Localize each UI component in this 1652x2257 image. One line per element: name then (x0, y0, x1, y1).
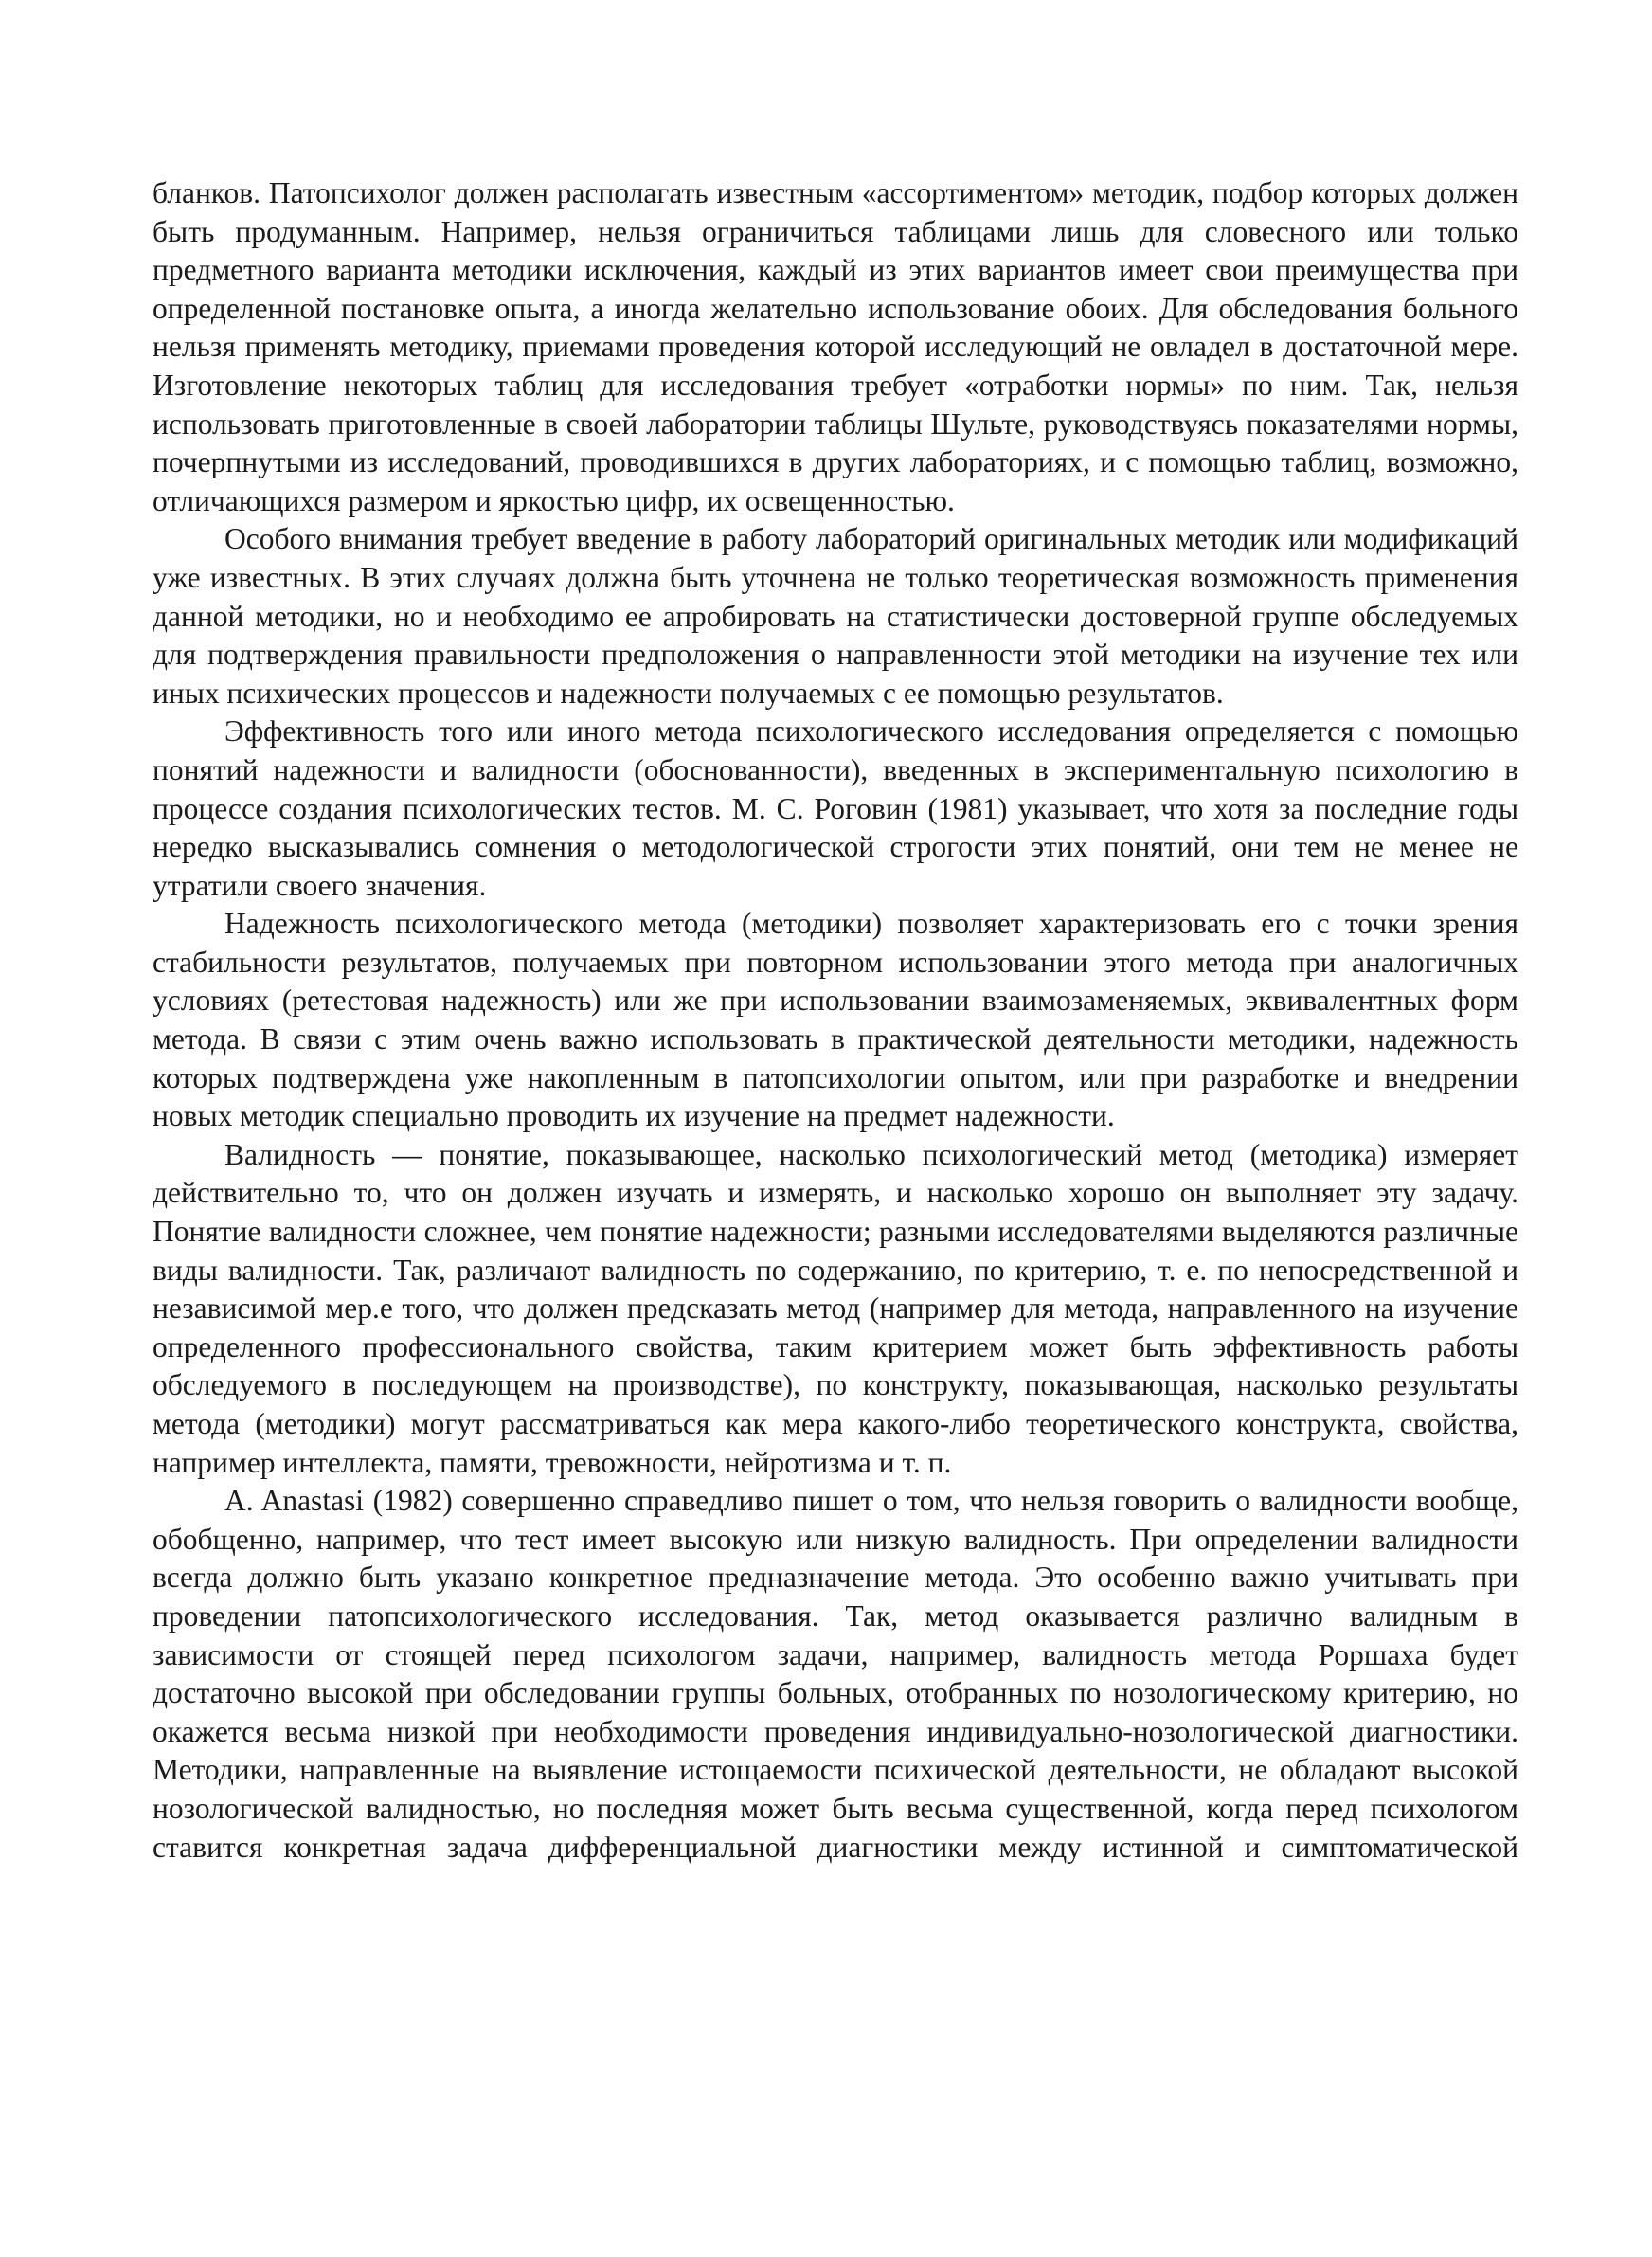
paragraph-continued: бланков. Патопсихолог должен располагать известным «ассортиментом» методик, подбор которых должен быть продуманным. Например, нельзя ограничиться таблицами лишь для словесного или только предметного варианта методики исключения, каждый из этих вариантов имеет свои преимущества при определенной постановке опыта, а иногда желательно использование обоих. Для обследования больного нельзя применять методику, приемами проведения которой исследующий не овладел в достаточной мере. Изготовление некоторых таблиц для исследования требует «отработки нормы» по ним. Так, нельзя использовать приготовленные в своей лаборатории таблицы Шульте, руководствуясь показателями нормы, почерпнутыми из исследований, проводившихся в других лабораториях, и с помощью таблиц, возможно, отличающихся размером и яркостью цифр, их освещенностью. (153, 176, 1518, 517)
paragraph: A. Anastasi (1982) совершенно справедливо пишет о том, что нельзя говорить о валидности вообще, обобщенно, например, что тест имеет высокую или низкую валидность. При определении валидности всегда должно быть указано конкретное предназначение метода. Это особенно важно учитывать при проведении патопсихологического исследования. Так, метод оказывается различно валидным в зависимости от стоящей перед психологом задачи, например, валидность метода Роршаха будет достаточно высокой при обследовании группы больных, отобранных по нозологическому критерию, но окажется весьма низкой при необходимости проведения индивидуально-нозологической диагностики. Методики, направленные на выявление истощаемости психической деятельности, не обладают высокой нозологической валидностью, но последняя может быть весьма существенной, когда перед психологом ставится конкретная задача дифференциальной диагностики между истинной и симптоматической (153, 1484, 1518, 1864)
body-text (153, 174, 1518, 1867)
paragraph: Особого внимания требует введение в работу лабораторий оригинальных методик или модификаций уже известных. В этих случаях должна быть уточнена не только теоретическая возможность применения данной методики, но и необходимо ее апробировать на статистически достоверной группе обследуемых для подтверждения правильности предположения о направленности этой методики на изучение тех или иных психических процессов и надежности получаемых с ее помощью результатов. (153, 522, 1518, 710)
paragraph: Валидность — понятие, показывающее, насколько психологический метод (методика) измеряет действительно то, что он должен изучать и измерять, и насколько хорошо он выполняет эту задачу. Понятие валидности сложнее, чем понятие надежности; разными исследователями выделяются различные виды валидности. Так, различают валидность по содержанию, по критерию, т. е. по непосредственной и независимой мер.е того, что должен предсказать метод (например для метода, направленного на изучение определенного профессионального свойства, таким критерием может быть эффективность работы обследуемого в последующем на производстве), по конструкту, показывающая, насколько результаты метода (методики) могут рассматриваться как мера какого-либо теоретического конструкта, свойства, например интеллекта, памяти, тревожности, нейротизма и т. п. (153, 1137, 1518, 1479)
paragraph: Надежность психологического метода (методики) позволяет характеризовать его с точки зрения стабильности результатов, получаемых при повторном использовании этого метода при аналогичных условиях (ретестовая надежность) или же при использовании взаимозаменяемых, эквивалентных форм метода. В связи с этим очень важно использовать в практической деятельности методики, надежность которых подтверждена уже накопленным в патопсихологии опытом, или при разработке и внедрении новых методик специально проводить их изучение на предмет надежности. (153, 907, 1518, 1133)
paragraph: Эффективность того или иного метода психологического исследования определяется с помощью понятий надежности и валидности (обоснованности), введенных в экспериментальную психологию в процессе создания психологических тестов. М. С. Роговин (1981) указывает, что хотя за последние годы нередко высказывались сомнения о методологической строгости этих понятий, они тем не менее не утратили своего значения. (153, 714, 1518, 902)
